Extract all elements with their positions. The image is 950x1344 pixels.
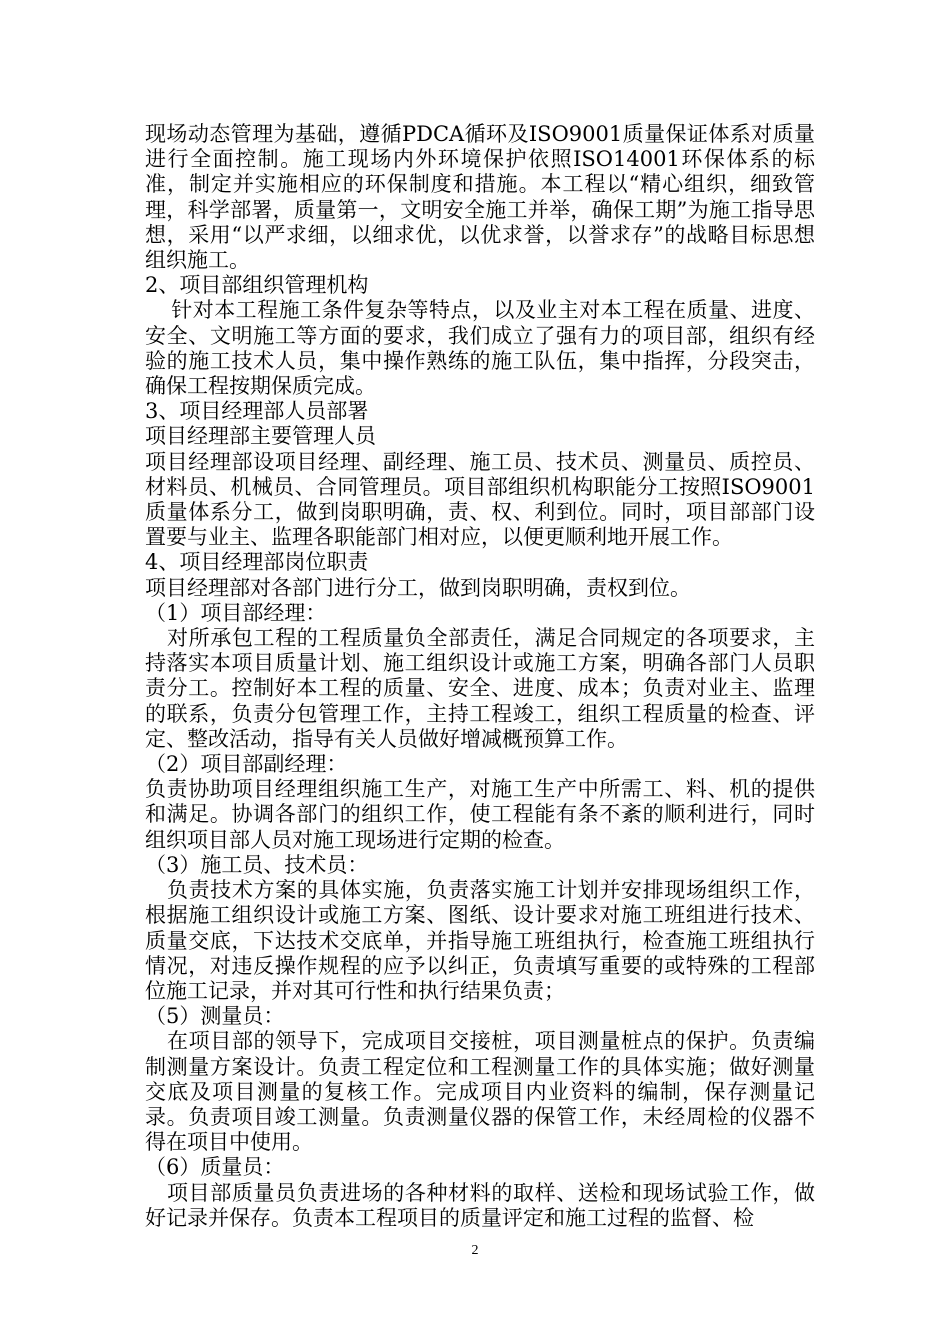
paragraph-staff-setup: 项目经理部设项目经理、副经理、施工员、技术员、测量员、质控员、材料员、机械员、合同管理员。项目部组织机构职能分工按照ISO9001质量体系分工，做到岗职明确，责、权、利到位。同时，项目部部门设置要与业主、监理各职能部门相对应，以便更顺利地开展工作。 (145, 449, 815, 550)
section-heading-4: 4、项目经理部岗位职责 (145, 550, 369, 575)
paragraph-organization: 针对本工程施工条件复杂等特点，以及业主对本工程在质量、进度、安全、文明施工等方面的要求，我们成立了强有力的项目部，组织有经验的施工技术人员，集中操作熟练的施工队伍，集中指挥，分段突击，确保工程按期保质完成。 (145, 298, 815, 399)
page-number: 2 (471, 1243, 479, 1258)
subheading-deputy-manager: （2）项目部副经理： (145, 752, 348, 777)
subheading-project-manager: （1）项目部经理： (145, 600, 327, 625)
subheading-quality-officer: （6）质量员： (145, 1155, 285, 1180)
paragraph-deputy-manager-duties: 负责协助项目经理组织施工生产，对施工生产中所需工、料、机的提供和满足。协调各部门的组织工作，使工程能有条不紊的顺利进行，同时组织项目部人员对施工现场进行定期的检查。 (145, 777, 815, 852)
paragraph-quality-management: 现场动态管理为基础，遵循PDCA循环及ISO9001质量保证体系对质量进行全面控制。施工现场内外环境保护依照ISO14001环保体系的标准，制定并实施相应的环保制度和措施。本工程以“精心组织，细致管理，科学部署，质量第一，文明安全施工并举，确保工期”为施工指导思想，采用“以严求细，以细求优，以优求誉，以誉求存”的战略目标思想组织施工。 (145, 122, 815, 273)
document-body (145, 122, 815, 1231)
paragraph-construction-technician-duties: 负责技术方案的具体实施，负责落实施工计划并安排现场组织工作，根据施工组织设计或施工方案、图纸、设计要求对施工班组进行技术、质量交底，下达技术交底单，并指导施工班组执行，检查施工班组执行情况，对违反操作规程的应予以纠正，负责填写重要的或特殊的工程部位施工记录，并对其可行性和执行结果负责； (145, 878, 815, 1003)
paragraph-project-manager-duties: 对所承包工程的工程质量负全部责任，满足合同规定的各项要求，主持落实本项目质量计划、施工组织设计或施工方案，明确各部门人员职责分工。控制好本工程的质量、安全、进度、成本；负责对业主、监理的联系，负责分包管理工作，主持工程竣工，组织工程质量的检查、评定、整改活动，指导有关人员做好增减概预算工作。 (145, 626, 815, 751)
paragraph-quality-officer-duties: 项目部质量员负责进场的各种材料的取样、送检和现场试验工作，做好记录并保存。负责本工程项目的质量评定和施工过程的监督、检 (145, 1180, 815, 1230)
paragraph-main-staff-title: 项目经理部主要管理人员 (145, 424, 376, 449)
section-heading-2: 2、项目部组织管理机构 (145, 273, 369, 298)
section-heading-3: 3、项目经理部人员部署 (145, 399, 369, 424)
subheading-construction-technician: （3）施工员、技术员： (145, 852, 369, 877)
subheading-surveyor: （5）测量员： (145, 1004, 285, 1029)
paragraph-division-of-work: 项目经理部对各部门进行分工，做到岗职明确，责权到位。 (145, 575, 691, 600)
paragraph-surveyor-duties: 在项目部的领导下，完成项目交接桩，项目测量桩点的保护。负责编制测量方案设计。负责工程定位和工程测量工作的具体实施；做好测量交底及项目测量的复核工作。完成项目内业资料的编制，保存测量记录。负责项目竣工测量。负责测量仪器的保管工作，未经周检的仪器不得在项目中使用。 (145, 1029, 815, 1155)
